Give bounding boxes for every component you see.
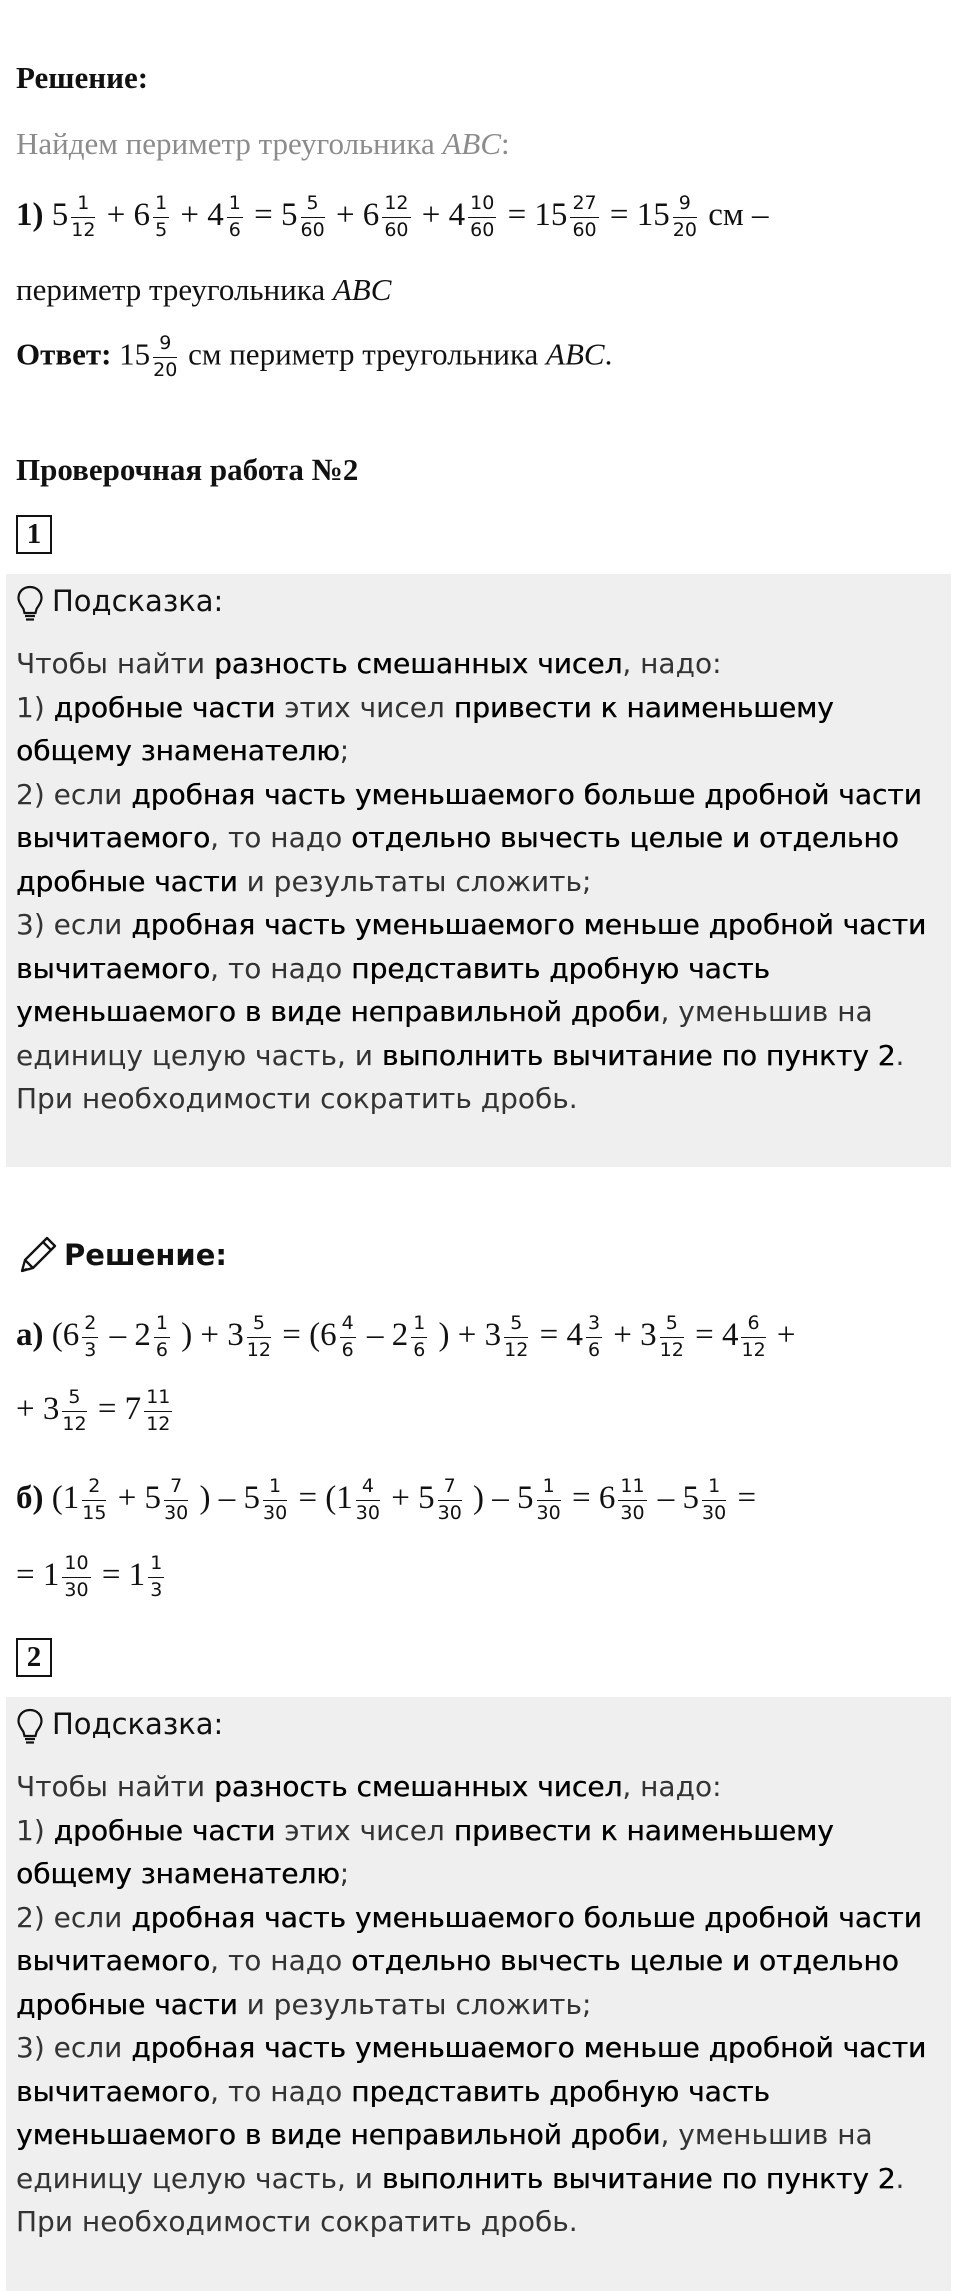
hint-body [16,1765,941,2244]
fraction: $\frac{1}{6}$ [413,1312,426,1361]
fraction: $\frac{5}{12}$ [504,1312,529,1361]
hint-line-3: 2) если дробная часть уменьшаемого больше дробной части вычитаемого, то надо отдельно вычесть целые и отдельно дробные части и результаты сложить; [16,1900,922,2021]
fraction: $\frac{1}{30}$ [702,1475,727,1524]
solution-b-line-1: б) (1 $\frac{2}{15}$ + 5 $\frac{7}{30}$ ) – 5 $\frac{1}{30}$ = (1 $\frac{4}{30}$ + 5 $\frac{7}{30}$ ) – 5 $\frac{1}{30}$ = 6 $\frac{11}{30}$ – 5 $\frac{1}{30}$ = [16,1475,757,1524]
fraction: $\frac{1}{3}$ [150,1552,163,1601]
task-number-1: 1 [16,515,52,554]
fraction: $\frac{7}{30}$ [437,1475,462,1524]
fraction: $\frac{27}{60}$ [572,192,597,241]
intro-line [16,126,510,162]
answer-fraction: $\frac{9}{20}$ [153,332,178,381]
hint-title: Подсказка: [52,1707,224,1741]
solution-b-label: б) [16,1479,44,1516]
intro-text: Найдем периметр треугольника [16,126,443,161]
hint-line-4: 3) если дробная часть уменьшаемого меньше дробной части вычитаемого, то надо представить дробную часть уменьшаемого в виде неправильной дроби, уменьшив на единицу целую часть, и выполнить вычитание по пункту 2. [16,908,927,1072]
fraction: $\frac{5}{12}$ [246,1312,271,1361]
fraction: $\frac{12}{60}$ [384,192,409,241]
hint-line-1: Чтобы найти разность смешанных чисел, надо: [16,1770,722,1803]
fraction: $\frac{4}{30}$ [355,1475,380,1524]
answer-label: Ответ: [16,336,112,372]
equation-label: 1) [16,196,44,233]
fraction: $\frac{1}{6}$ [228,192,241,241]
fraction: $\frac{1}{12}$ [71,192,96,241]
eq-term: + 6 [335,196,380,233]
task-number-2: 2 [16,1638,52,1677]
intro-end: : [501,126,510,161]
hint-title: Подсказка: [52,584,224,618]
answer-whole: 15 [119,336,151,372]
result-line [16,272,391,308]
intro-var: ABC [442,126,502,161]
fraction: $\frac{10}{30}$ [64,1552,89,1601]
fraction: $\frac{6}{12}$ [741,1312,766,1361]
eq-term: = 15 [507,196,568,233]
answer-var: ABC [546,336,605,372]
eq-term: = 5 [254,196,298,233]
solution-a-line-1: а) (6 $\frac{2}{3}$ – 2 $\frac{1}{6}$ ) + 3 $\frac{5}{12}$ = (6 $\frac{4}{6}$ – 2 $\frac{1}{6}$ ) + 3 $\frac{5}{12}$ = 4 $\frac{3}{6}$ + 3 $\frac{5}{12}$ = 4 $\frac{6}{12}$ + [16,1312,796,1361]
fraction: $\frac{4}{6}$ [341,1312,354,1361]
eq-term: + 4 [180,196,224,233]
fraction: $\frac{5}{12}$ [659,1312,684,1361]
solution-title: Решение: [64,1238,228,1272]
fraction: $\frac{3}{6}$ [587,1312,601,1361]
lightbulb-icon [16,584,44,624]
hint-line-2: 1) дробные части этих чисел привести к наименьшему общему знаменателю; [16,690,834,767]
hint-line-5: При необходимости сократить дробь. [16,2205,578,2238]
answer-line [16,333,612,382]
fraction: $\frac{5}{60}$ [300,192,325,241]
result-text: периметр треугольника [16,272,333,307]
lightbulb-icon [16,1707,44,1747]
fraction: $\frac{9}{20}$ [672,192,697,241]
result-var: ABC [332,272,392,307]
solution-a-label: а) [16,1316,44,1353]
fraction: $\frac{11}{12}$ [146,1386,171,1435]
fraction: $\frac{1}{30}$ [263,1475,288,1524]
fraction: $\frac{1}{6}$ [155,1312,168,1361]
fraction: $\frac{2}{15}$ [82,1475,107,1524]
solution-a-line-2: + 3 $\frac{5}{12}$ = 7 $\frac{11}{12}$ [16,1386,171,1435]
eq-term: + 4 [421,196,466,233]
hint-body [16,642,941,1121]
fraction: $\frac{11}{30}$ [620,1475,645,1524]
hint-line-4: 3) если дробная часть уменьшаемого меньше дробной части вычитаемого, то надо представить дробную часть уменьшаемого в виде неправильной дроби, уменьшив на единицу целую часть, и выполнить вычитание по пункту 2. [16,2031,927,2195]
hint-line-5: При необходимости сократить дробь. [16,1082,578,1115]
fraction: $\frac{1}{30}$ [536,1475,561,1524]
eq-term: = 15 [609,196,670,233]
eq-term: см – [708,196,769,233]
fraction: $\frac{2}{3}$ [84,1312,97,1361]
equation-1 [16,193,768,242]
fraction: $\frac{1}{5}$ [155,192,168,241]
work-title: Проверочная работа №2 [16,452,359,487]
eq-term: + 6 [106,196,151,233]
hint-line-3: 2) если дробная часть уменьшаемого больше дробной части вычитаемого, то надо отдельно вычесть целые и отдельно дробные части и результаты сложить; [16,777,922,898]
eq-term: 5 [51,196,69,233]
answer-end: . [604,336,613,372]
hint-box-1 [6,574,951,1167]
solution-b-line-2: = 1 $\frac{10}{30}$ = 1 $\frac{1}{3}$ [16,1552,163,1601]
solution-heading: Решение: [16,60,149,95]
fraction: $\frac{7}{30}$ [164,1475,189,1524]
hint-line-2: 1) дробные части этих чисел привести к наименьшему общему знаменателю; [16,1813,834,1890]
hint-line-1: Чтобы найти разность смешанных чисел, надо: [16,647,722,680]
hint-box-2 [6,1697,951,2291]
fraction: $\frac{5}{12}$ [62,1386,87,1435]
pencil-icon [16,1233,60,1277]
answer-text: см периметр треугольника [188,336,547,372]
fraction: $\frac{10}{60}$ [470,192,495,241]
